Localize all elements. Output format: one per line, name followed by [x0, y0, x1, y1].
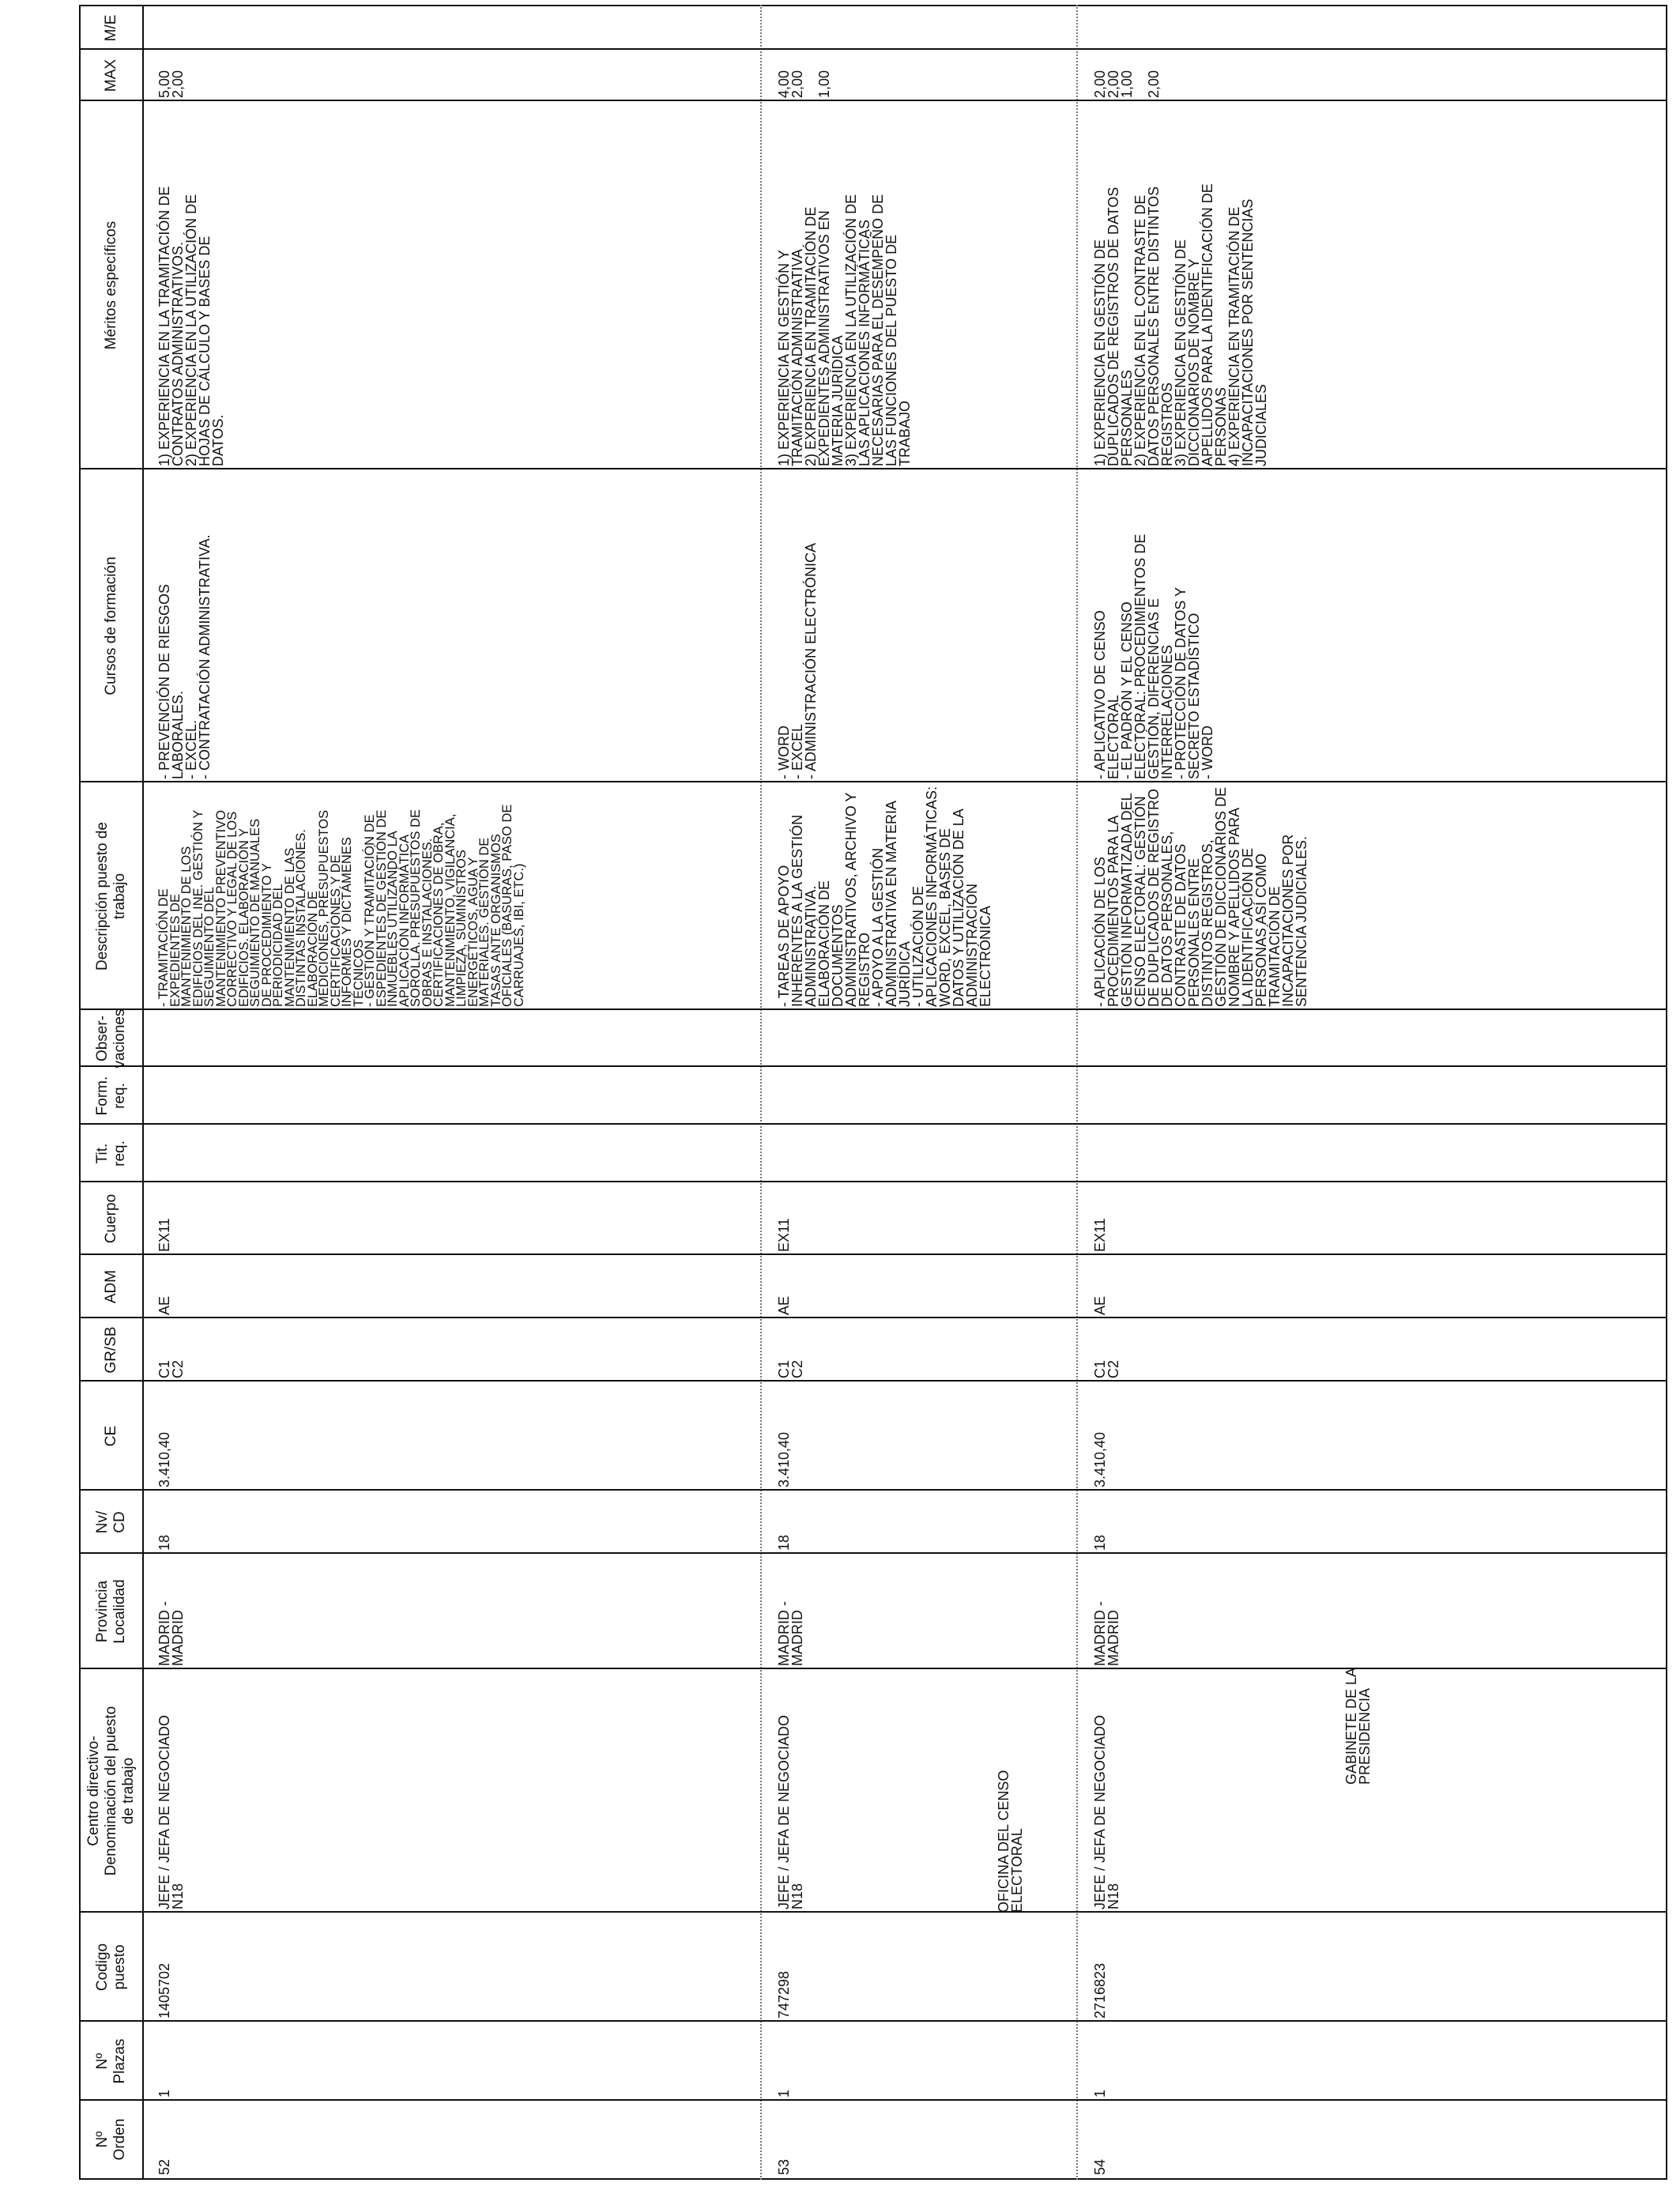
cell-nivel: 18 [156, 1534, 172, 1551]
cell-adm: AE [156, 1295, 172, 1315]
col-line [79, 1253, 1667, 1255]
header-adm: ADM [103, 1269, 119, 1304]
cell-grsb: C1 C2 [776, 1359, 805, 1378]
header-tit: Tit. req. [94, 1140, 128, 1167]
cell-provincia: MADRID - MADRID [776, 1601, 805, 1666]
row-divider [760, 5, 762, 2180]
col-line [79, 2099, 1667, 2101]
cell-meritos: 1) EXPERIENCIA EN GESTIÓN DE DUPLICADOS DE REGISTROS DE DATOS PERSONALES 2) EXPERIENCIA EN EL CONTRASTE DE DATOS PERSONALES ENTRE DISTINTOS REGISTROS 3) EXPERIENCIA EN GESTIÓN DE DICCIONARIOS DE NOMBRE Y APELLIDOS PARA LA IDENTIFICACIÓN DE PERSONAS 4) EXPERIENCIA EN TRAMITACIÓN DE INCAPACITACIONES POR SENTENCIAS JUDICIALES [1092, 183, 1269, 466]
cell-max: 2,00 2,00 1,00 2,00 [1092, 70, 1162, 98]
col-line [79, 1065, 1667, 1067]
cell-codigo: 2716823 [1092, 1962, 1108, 2019]
cell-cuerpo: EX11 [776, 1218, 792, 1252]
header-plazas: Nº Plazas [94, 2038, 128, 2084]
header-orden: Nº Orden [94, 2118, 128, 2161]
cell-centro: JEFE / JEFA DE NEGOCIADO N18 [156, 1714, 186, 1909]
cell-provincia: MADRID - MADRID [156, 1601, 186, 1666]
cell-cuerpo: EX11 [156, 1218, 172, 1252]
cell-nivel: 18 [776, 1534, 792, 1551]
header-divider [142, 5, 144, 2180]
col-line [79, 2020, 1667, 2022]
cell-codigo: 1405702 [156, 1962, 172, 2019]
cell-orden: 53 [776, 2158, 792, 2175]
cell-cursos: - PREVENCIÓN DE RIESGOS LABORALES. - EXCEL. - CONTRATACIÓN ADMINISTRATIVA. [156, 534, 213, 779]
cell-grsb: C1 C2 [156, 1359, 186, 1378]
col-line [79, 1552, 1667, 1554]
cell-orden: 52 [156, 2158, 172, 2175]
header-centro: Centro directivo- Denominación del puesto de trabajo [85, 1706, 137, 1876]
cell-centro: JEFE / JEFA DE NEGOCIADO N18 [1092, 1714, 1121, 1909]
cell-adm: AE [1092, 1295, 1108, 1315]
header-descripcion: Descripción puesto de trabajo [94, 822, 128, 971]
cell-plazas: 1 [776, 2089, 792, 2098]
cell-nivel: 18 [1092, 1534, 1108, 1551]
header-cursos: Cursos de formación [103, 556, 119, 696]
cell-provincia: MADRID - MADRID [1092, 1601, 1121, 1666]
col-line [79, 1668, 1667, 1669]
col-line [79, 1911, 1667, 1913]
cell-max: 4,00 2,00 1,00 [776, 70, 832, 98]
header-cuerpo: Cuerpo [103, 1193, 119, 1244]
header-nivel: Nv/ CD [94, 1510, 128, 1534]
cell-cursos: - WORD - EXCEL - ADMINISTRACIÓN ELECTRÓNICA [776, 542, 819, 779]
cell-descripcion: - TAREAS DE APOYO INHERENTES A LA GESTIÓN ADMINISTRATIVA. ELABORACIÓN DE DOCUMENTOS ADMINISTRATIVOS, ARCHIVO Y REGISTRO - APOYO A LA GESTIÓN ADMINISTRATIVA EN MATERIA JURÍDICA - UTILIZACIÓN DE APLICACIONES INFORMÁTICAS: WORD, EXCEL, BASES DE DATOS Y UTILIZACIÓN DE LA ADMINISTRACIÓN ELECTRÓNICA [776, 786, 993, 1007]
cell-ce: 3.410,40 [776, 1431, 792, 1487]
cell-descripcion: - TRAMITACIÓN DE EXPEDIENTES DE MANTENIMIENTO DE LOS EDIFICIOS DEL INE. GESTIÓN Y SEGUIMIENTO DEL MANTENIMIENTO PREVENTIVO CORRECTIVO Y LEGAL DE LOS EDIFICIOS. ELABORACIÓN Y SEGUIMIENTO DE MANUALES DE PROCEDIMIENTO Y PERIODICIDAD DEL MANTENIMIENTO DE LAS DISTINTAS INSTALACIONES. ELABORACIÓN DE MEDICIONES, PRESUPUESTOS CERTIFICACIONES Y DE INFORMES Y DICTÁMENES TÉCNICOS - GESTIÓN Y TRAMITACIÓN DE ESPEDIENTES DE GESTIÓN DE INMUEBLES UTILIZANDO LA APLICACIÓN INFORMÁTICA SOROLLA. PRESUPUESTOS DE OBRAS E INSTALACIONES. CERTIFICACIONES DE OBRA, MANTENIMIENTO, VIGILANCIA, LIMPIEZA, SUMINISTROS ENERGÉTICOS, AGUA Y MATERIALES. GESTIÓN DE TASAS ANTE ORGANISMOS OFICIALES (BASURAS, PASO DE CARRUAJES, IBI, ETC.) [156, 804, 526, 1007]
col-line [79, 1380, 1667, 1382]
col-line [79, 1123, 1667, 1125]
col-line [79, 48, 1667, 50]
cell-ce: 3.410,40 [1092, 1431, 1108, 1487]
cell-max: 5,00 2,00 [156, 70, 186, 98]
header-meritos: Méritos específicos [103, 221, 119, 350]
section-oficina-censo: OFICINA DEL CENSO ELECTORAL [996, 1770, 1025, 1913]
cell-grsb: C1 C2 [1092, 1359, 1121, 1378]
cell-centro: JEFE / JEFA DE NEGOCIADO N18 [776, 1714, 805, 1909]
cell-ce: 3.410,40 [156, 1431, 172, 1487]
header-form: Form. req. [94, 1076, 128, 1116]
cell-cursos: - APLICATIVO DE CENSO ELECTORAL - EL PADRÓN Y EL CENSO ELECTORAL: PROCEDIMIENTOS DE GESTIÓN, DIFERENCIAS E INTERRELACIONES - PROTECCIÓN DE DATOS Y SECRETO ESTADÍSTICO - WORD [1092, 533, 1215, 779]
section-gabinete: GABINETE DE LA PRESIDENCIA [1343, 1667, 1373, 1785]
col-line [79, 1181, 1667, 1182]
header-grsb: GR/SB [103, 1326, 119, 1374]
col-line [79, 1489, 1667, 1491]
col-line [79, 1317, 1667, 1318]
cell-cuerpo: EX11 [1092, 1218, 1108, 1252]
cell-plazas: 1 [156, 2089, 172, 2098]
header-me: M/E [103, 14, 119, 42]
header-max: MAX [103, 58, 119, 92]
cell-orden: 54 [1092, 2158, 1108, 2175]
cell-meritos: 1) EXPERIENCIA EN GESTIÓN Y TRAMITACIÓN ADMINISTRATIVA 2) EXPERIENCIA EN TRAMITACIÓN DE EXPEDIENTES ADMINISTRATIVOS EN MATERIA JURÍDICA 3) EXPERIENCIA EN LA UTILIZACIÓN DE LAS APLICACIONES INFORMÁTICAS NECESARIAS PARA EL DESEMPEÑO DE LAS FUNCIONES DEL PUESTO DE TRABAJO [776, 194, 913, 466]
cell-meritos: 1) EXPERIENCIA EN LA TRAMITACIÓN DE CONTRATOS ADMINISTRATIVOS. 2) EXPERIENCIA EN LA UTILIZACIÓN DE HOJAS DE CÁLCULO Y BASES DE DATOS. [156, 186, 226, 466]
cell-adm: AE [776, 1295, 792, 1315]
header-codigo: Codigo puesto [94, 1943, 128, 1992]
rotated-table [79, 5, 1667, 2180]
cell-plazas: 1 [1092, 2089, 1108, 2098]
header-ce: CE [103, 1425, 119, 1447]
header-obs: Obser- vaciones [94, 1008, 128, 1069]
cell-descripcion: - APLICACIÓN DE LOS PROCEDIMIENTOS PARA LA GESTIÓN INFORMATIZADA DEL CENSO ELECTORAL: GESTIÓN DE DUPLICADOS DE REGISTRO DE DATOS PERSONALES, CONTRASTE DE DATOS PERSONALES ENTRE DISTINTOS REGISTROS, GESTIÓN DE DICCIONARIOS DE NOMBRE Y APELLIDOS PARA LA IDENTIFICACIÓN DE PERSONAS ASÍ COMO TRAMITACIÓN DE INCAPACITACIONES POR SENTENCIA JUDICIALES. [1092, 786, 1309, 1007]
cell-codigo: 747298 [776, 1970, 792, 2019]
row-divider [1076, 5, 1078, 2180]
header-provincia: Provincia Localidad [94, 1579, 128, 1644]
